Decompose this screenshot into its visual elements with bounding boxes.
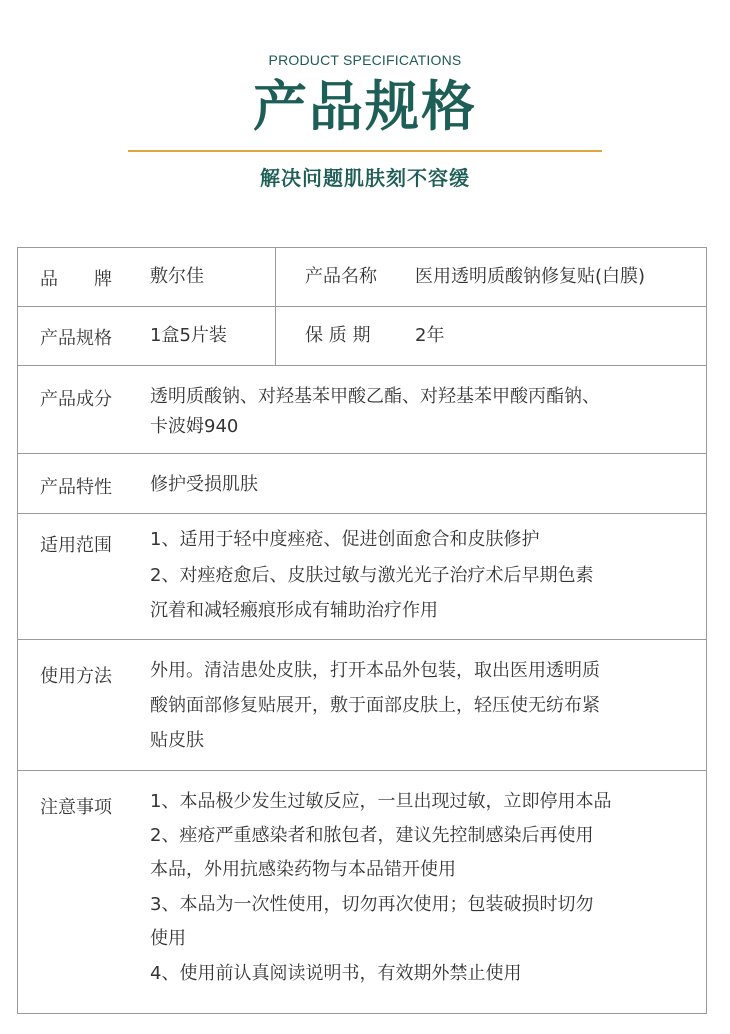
page-subtitle: 解决问题肌肤刻不容缓 [260, 166, 470, 190]
ingredients-line: 透明质酸钠、对羟基苯甲酸乙酯、对羟基苯甲酸丙酯钠、 [150, 386, 600, 407]
notes-line: 4、使用前认真阅读说明书，有效期外禁止使用 [150, 963, 522, 984]
brand-label: 品 牌 [40, 269, 112, 290]
usage-label: 使用方法 [40, 666, 112, 687]
shelf-life-label: 保 质 期 [305, 325, 371, 346]
notes-line: 3、本品为一次性使用，切勿再次使用；包装破损时切勿 [150, 894, 594, 915]
page-title: 产品规格 [253, 75, 477, 138]
notes-label: 注意事项 [40, 797, 112, 818]
title-divider [128, 150, 602, 152]
scope-label: 适用范围 [40, 535, 112, 556]
row-usage [18, 640, 706, 771]
notes-line: 使用 [150, 928, 186, 949]
row-spec [18, 307, 706, 366]
scope-line: 沉着和减轻瘢痕形成有辅助治疗作用 [150, 600, 438, 621]
ingredients-label: 产品成分 [40, 389, 112, 410]
spec-label: 产品规格 [40, 328, 112, 349]
notes-line: 2、痤疮严重感染者和脓包者，建议先控制感染后再使用 [150, 825, 594, 846]
notes-line: 本品，外用抗感染药物与本品错开使用 [150, 859, 456, 880]
usage-line: 酸钠面部修复贴展开，敷于面部皮肤上，轻压使无纺布紧 [150, 695, 600, 716]
spec-table [17, 247, 707, 1014]
row-notes [18, 771, 706, 1014]
column-divider [275, 248, 276, 306]
row-ingredients [18, 366, 706, 454]
eyebrow-text: PRODUCT SPECIFICATIONS [268, 52, 462, 68]
features-value: 修护受损肌肤 [150, 474, 258, 495]
column-divider [275, 307, 276, 365]
features-label: 产品特性 [40, 477, 112, 498]
header [0, 0, 730, 200]
product-name-value: 医用透明质酸钠修复贴(白膜) [415, 266, 646, 287]
product-name-label: 产品名称 [305, 266, 377, 287]
spec-value: 1盒5片装 [150, 325, 227, 346]
usage-line: 外用。清洁患处皮肤，打开本品外包装，取出医用透明质 [150, 660, 600, 681]
usage-line: 贴皮肤 [150, 730, 204, 751]
scope-line: 2、对痤疮愈后、皮肤过敏与激光光子治疗术后早期色素 [150, 565, 594, 586]
notes-line: 1、本品极少发生过敏反应，一旦出现过敏，立即停用本品 [150, 791, 612, 812]
row-features [18, 454, 706, 514]
row-brand [18, 248, 706, 307]
brand-value: 敷尔佳 [150, 266, 204, 287]
scope-line: 1、适用于轻中度痤疮、促进创面愈合和皮肤修护 [150, 529, 540, 550]
shelf-life-value: 2年 [415, 325, 445, 346]
row-scope [18, 514, 706, 640]
ingredients-line: 卡波姆940 [150, 416, 239, 437]
